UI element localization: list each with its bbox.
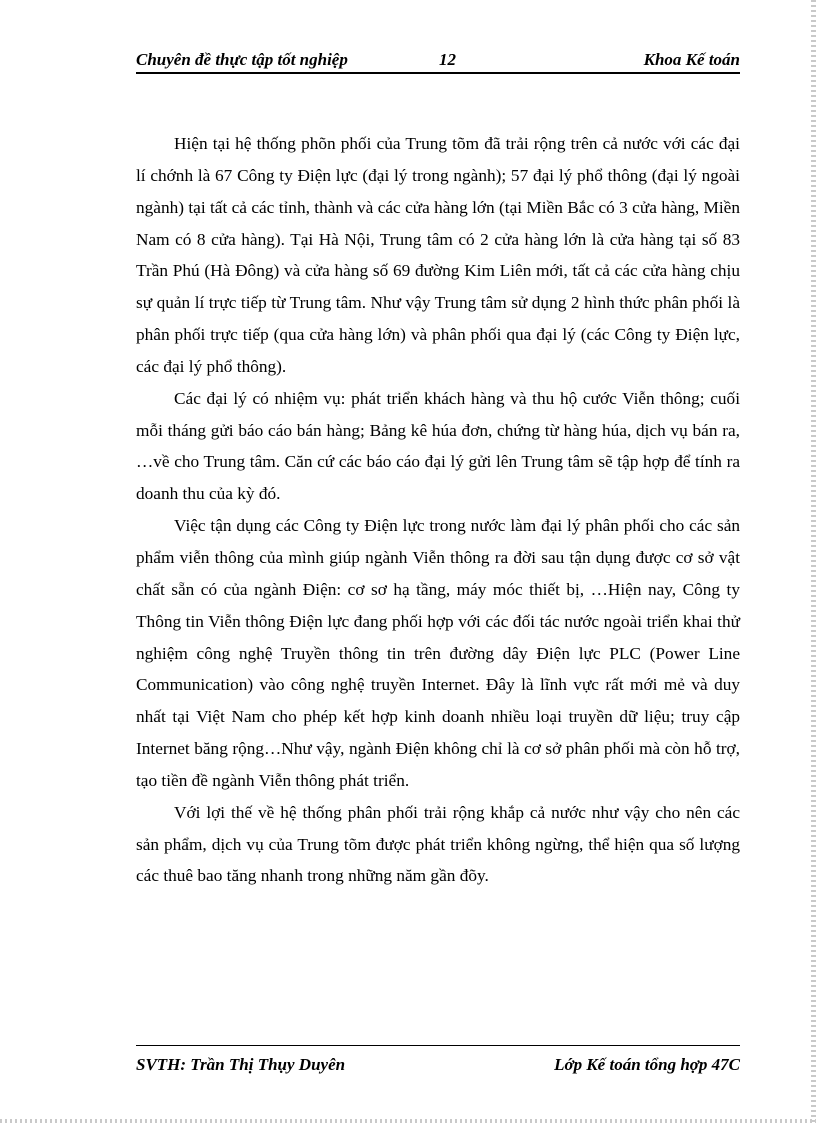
header-rule — [136, 72, 740, 74]
header-page-number: 12 — [439, 50, 456, 69]
page-border-bottom — [0, 1119, 816, 1123]
paragraph-distribution-network: Hiện tại hệ thống phõn phối của Trung tõm đã trải rộng trên cả nước với các đại lí chớnh là 67 Công ty Điện lực (đại lý trong ngành); 57 đại lý phổ thông (đại lý ngoài ngành) tại tất cả các tỉnh, thành và các cửa hàng lớn (tại Miền Bắc có 3 cửa hàng, Miền Nam có 8 cửa hàng). Tại Hà Nội, Trung tâm có 2 cửa hàng lớn là cửa hàng tại số 83 Trần Phú (Hà Đông) và cửa hàng số 69 đường Kim Liên mới, tất cả các cửa hàng chịu sự quản lí trực tiếp từ Trung tâm. Như vậy Trung tâm sử dụng 2 hình thức phân phối là phân phối trực tiếp (qua cửa hàng lớn) và phân phối qua đại lý (các Công ty Điện lực, các đại lý phổ thông). — [136, 134, 740, 376]
paragraph-agent-duties: Các đại lý có nhiệm vụ: phát triển khách hàng và thu hộ cước Viễn thông; cuối mỗi tháng gửi báo cáo bán hàng; Bảng kê húa đơn, chứng từ hàng húa, dịch vụ bán ra, …về cho Trung tâm. Căn cứ các báo cáo đại lý gửi lên Trung tâm sẽ tập hợp để tính ra doanh thu của kỳ đó. — [136, 388, 740, 504]
page-border-right — [811, 0, 816, 1123]
body-text — [136, 128, 740, 892]
paragraph-advantages: Với lợi thế về hệ thống phân phối trải rộng khắp cả nước như vậy cho nên các sản phẩm, dịch vụ của Trung tõm được phát triển không ngừng, thể hiện qua số lượng các thuê bao tăng nhanh trong những năm gần đõy. — [136, 802, 740, 886]
footer-class-name: Lớp Kế toán tổng hợp 47C — [554, 1055, 740, 1074]
header-department: Khoa Kế toán — [643, 50, 740, 69]
header-document-title: Chuyên đề thực tập tốt nghiệp — [136, 50, 348, 69]
paragraph-power-companies: Việc tận dụng các Công ty Điện lực trong nước làm đại lý phân phối cho các sản phẩm viễn thông của mình giúp ngành Viễn thông ra đời sau tận dụng được cơ sở vật chất sẵn có của ngành Điện: cơ sơ hạ tầng, máy móc thiết bị, …Hiện nay, Công ty Thông tin Viễn thông Điện lực đang phối hợp với các đối tác nước ngoài triển khai thử nghiệm công nghệ Truyền thông tin trên đường dây Điện lực PLC (Power Line Communication) vào công nghệ truyền Internet. Đây là lĩnh vực rất mới mẻ và duy nhất tại Việt Nam cho phép kết hợp kinh doanh nhiều loại truyền dữ liệu; truy cập Internet băng rộng…Như vậy, ngành Điện không chỉ là cơ sở phân phối mà còn hỗ trợ, tạo tiền đề ngành Viễn thông phát triển. — [136, 516, 740, 790]
page-header — [136, 46, 740, 74]
footer-student-name: SVTH: Trần Thị Thụy Duyên — [136, 1055, 346, 1074]
page-footer — [136, 1045, 740, 1079]
footer-rule — [136, 1045, 740, 1046]
